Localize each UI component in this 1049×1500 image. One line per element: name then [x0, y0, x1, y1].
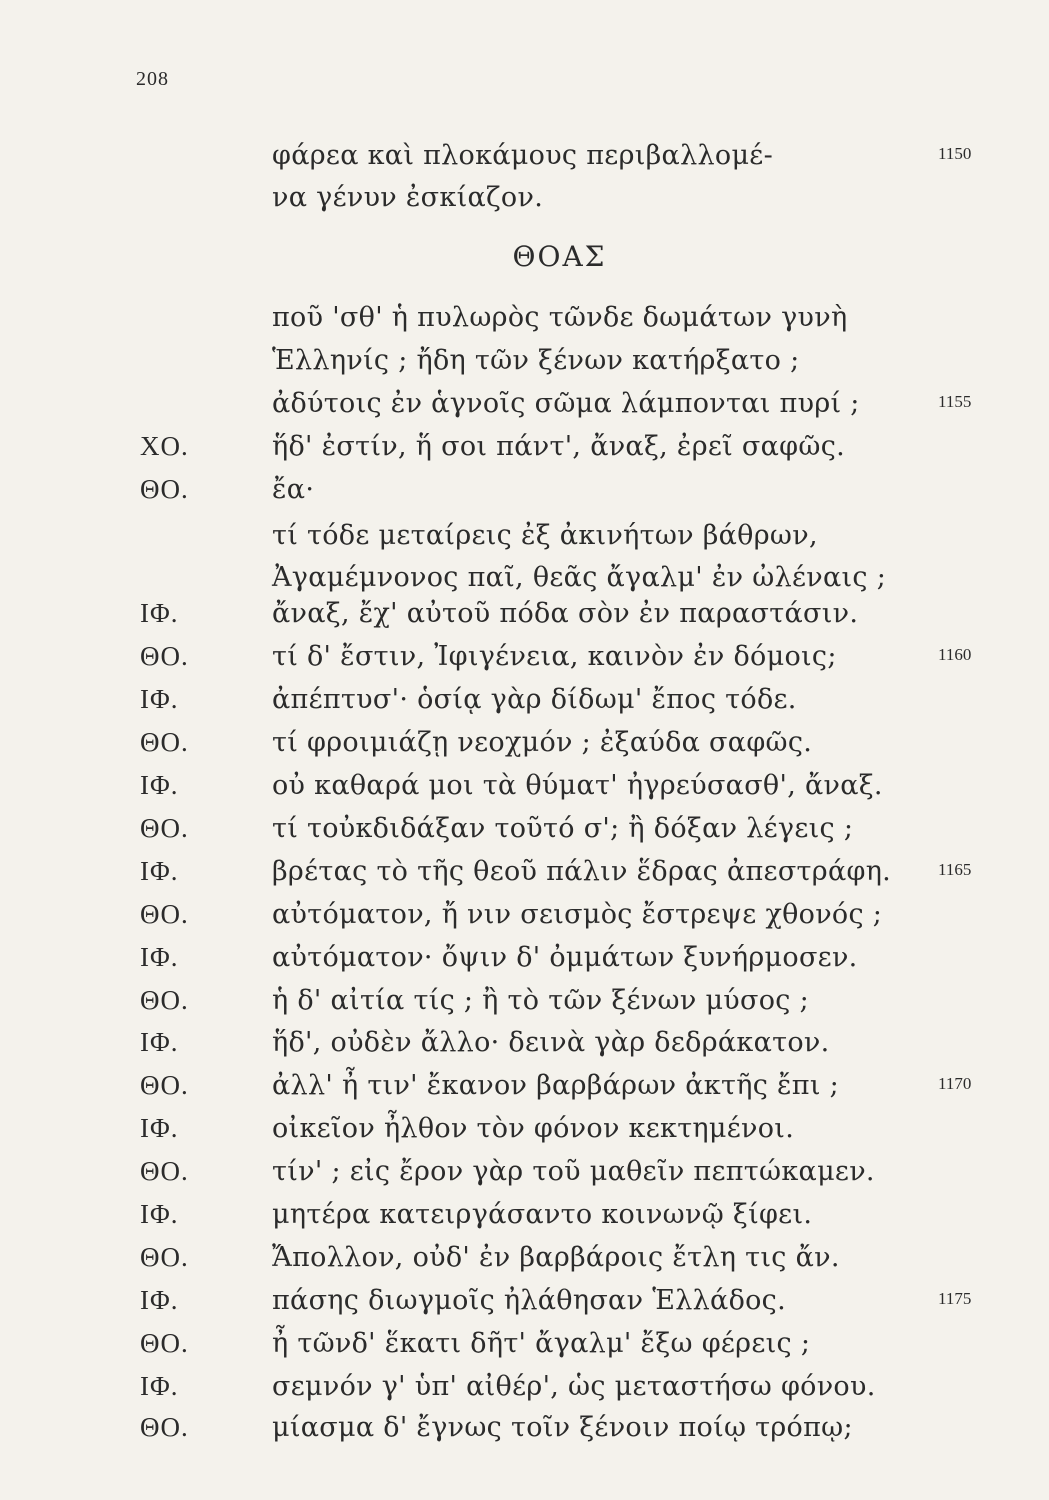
- verse-line: [0, 1328, 1049, 1368]
- line-number: 1160: [938, 645, 972, 664]
- verse-line: [0, 474, 1049, 514]
- verse-line: [0, 598, 1049, 638]
- speaker-label: ΘΟ.: [140, 727, 189, 757]
- speaker-label: ΙΦ.: [140, 770, 179, 800]
- speaker-label: ΘΟ.: [140, 899, 189, 929]
- verse-text: Ἑλληνίς ; ἤδη τῶν ξένων κατήρξατο ;: [272, 345, 800, 376]
- speaker-label: ΙΦ.: [140, 1371, 179, 1401]
- verse-text: βρέτας τὸ τῆς θεοῦ πάλιν ἕδρας ἀπεστράφη.: [272, 856, 892, 887]
- speaker-label: ΙΦ.: [140, 1199, 179, 1229]
- verse-text: μητέρα κατειργάσαντο κοινωνῷ ξίφει.: [272, 1199, 813, 1230]
- verse-line: [0, 520, 1049, 560]
- verse-text: τί τοὐκδιδάξαν τοῦτό σ'; ἢ δόξαν λέγεις ;: [272, 813, 854, 844]
- speaker-label: ΘΟ.: [140, 1156, 189, 1186]
- verse-line: [0, 431, 1049, 471]
- verse-line: [0, 388, 1049, 428]
- verse-line: [0, 1027, 1049, 1067]
- verse-text: τί δ' ἔστιν, Ἰφιγένεια, καινὸν ἐν δόμοις;: [272, 641, 837, 672]
- line-number: 1150: [938, 144, 972, 163]
- verse-line: [0, 562, 1049, 602]
- verse-line: [0, 942, 1049, 982]
- speaker-label: ΘΟ.: [140, 1412, 189, 1442]
- speaker-label: ΘΟ.: [140, 813, 189, 843]
- verse-text: οἰκεῖον ἦλθον τὸν φόνον κεκτημένοι.: [272, 1113, 795, 1144]
- verse-text: τίν' ; εἰς ἔρον γὰρ τοῦ μαθεῖν πεπτώκαμεν.: [272, 1156, 875, 1187]
- verse-text: φάρεα καὶ πλοκάμους περιβαλλομέ-: [272, 140, 774, 171]
- speaker-label: ΘΟ.: [140, 1242, 189, 1272]
- verse-line: [0, 1113, 1049, 1153]
- speaker-label: ΙΦ.: [140, 684, 179, 714]
- verse-text: οὐ καθαρά μοι τὰ θύματ' ἠγρεύσασθ', ἄναξ.: [272, 770, 883, 801]
- verse-line: [0, 813, 1049, 853]
- verse-text: τί φροιμιάζῃ νεοχμόν ; ἐξαύδα σαφῶς.: [272, 727, 813, 758]
- verse-text: σεμνόν γ' ὑπ' αἰθέρ', ὡς μεταστήσω φόνου.: [272, 1371, 876, 1402]
- speaker-label: ΙΦ.: [140, 1113, 179, 1143]
- verse-text: ἀλλ' ἦ τιν' ἔκανον βαρβάρων ἀκτῆς ἔπι ;: [272, 1070, 839, 1101]
- verse-line: [0, 1412, 1049, 1452]
- verse-text: ἥδ', οὐδὲν ἄλλο· δεινὰ γὰρ δεδράκατον.: [272, 1027, 830, 1058]
- speaker-label: ΘΟ.: [140, 641, 189, 671]
- line-number: 1165: [938, 860, 972, 879]
- verse-line: [0, 1156, 1049, 1196]
- speaker-label: ΧΟ.: [140, 431, 189, 461]
- speaker-label: ΘΟ.: [140, 474, 189, 504]
- line-number: 1155: [938, 392, 972, 411]
- verse-text: πάσης διωγμοῖς ἠλάθησαν Ἑλλάδος.: [272, 1285, 786, 1316]
- verse-text: Ἄπολλον, οὐδ' ἐν βαρβάροις ἔτλη τις ἄν.: [272, 1242, 840, 1273]
- speaker-label: ΘΟ.: [140, 985, 189, 1015]
- verse-line: [0, 140, 1049, 180]
- line-number: 1170: [938, 1074, 972, 1093]
- verse-text: Ἀγαμέμνονος παῖ, θεᾶς ἄγαλμ' ἐν ὠλέναις ;: [272, 562, 887, 593]
- verse-line: [0, 727, 1049, 767]
- verse-line: [0, 1070, 1049, 1110]
- verse-line: [0, 1242, 1049, 1282]
- verse-line: [0, 1371, 1049, 1411]
- verse-text: ποῦ 'σθ' ἡ πυλωρὸς τῶνδε δωμάτων γυνὴ: [272, 302, 848, 333]
- section-heading: ΘΟΑΣ: [512, 240, 607, 273]
- speaker-label: ΙΦ.: [140, 856, 179, 886]
- verse-text: μίασμα δ' ἔγνως τοῖν ξένοιν ποίῳ τρόπῳ;: [272, 1412, 853, 1443]
- verse-text: ἥδ' ἐστίν, ἥ σοι πάντ', ἄναξ, ἐρεῖ σαφῶς.: [272, 431, 846, 462]
- verse-line: [0, 182, 1049, 222]
- verse-line: [0, 302, 1049, 342]
- verse-text: ἀπέπτυσ'· ὁσίᾳ γὰρ δίδωμ' ἔπος τόδε.: [272, 684, 797, 715]
- verse-line: [0, 641, 1049, 681]
- verse-text: αὐτόματον, ἤ νιν σεισμὸς ἔστρεψε χθονός ;: [272, 899, 883, 930]
- line-number: 1175: [938, 1289, 972, 1308]
- verse-line: [0, 770, 1049, 810]
- verse-line: [0, 899, 1049, 939]
- verse-line: [0, 684, 1049, 724]
- speaker-label: ΙΦ.: [140, 1285, 179, 1315]
- verse-text: ἡ δ' αἰτία τίς ; ἢ τὸ τῶν ξένων μύσος ;: [272, 985, 809, 1016]
- speaker-label: ΘΟ.: [140, 1070, 189, 1100]
- verse-line: [0, 856, 1049, 896]
- verse-line: [0, 1285, 1049, 1325]
- verse-text: ἦ τῶνδ' ἕκατι δῆτ' ἄγαλμ' ἔξω φέρεις ;: [272, 1328, 811, 1359]
- verse-text: να γένυν ἐσκίαζον.: [272, 182, 544, 213]
- verse-text: ἄναξ, ἔχ' αὐτοῦ πόδα σὸν ἐν παραστάσιν.: [272, 598, 859, 629]
- verse-line: [0, 985, 1049, 1025]
- verse-text: αὐτόματον· ὄψιν δ' ὀμμάτων ξυνήρμοσεν.: [272, 942, 858, 973]
- verse-line: [0, 345, 1049, 385]
- verse-text: ἀδύτοις ἐν ἁγνοῖς σῶμα λάμπονται πυρί ;: [272, 388, 860, 419]
- speaker-label: ΙΦ.: [140, 598, 179, 628]
- speaker-label: ΙΦ.: [140, 942, 179, 972]
- verse-text: τί τόδε μεταίρεις ἐξ ἀκινήτων βάθρων,: [272, 520, 818, 551]
- speaker-label: ΙΦ.: [140, 1027, 179, 1057]
- speaker-label: ΘΟ.: [140, 1328, 189, 1358]
- verse-text: ἔα·: [272, 474, 315, 505]
- page-number: 208: [136, 68, 169, 90]
- verse-line: [0, 1199, 1049, 1239]
